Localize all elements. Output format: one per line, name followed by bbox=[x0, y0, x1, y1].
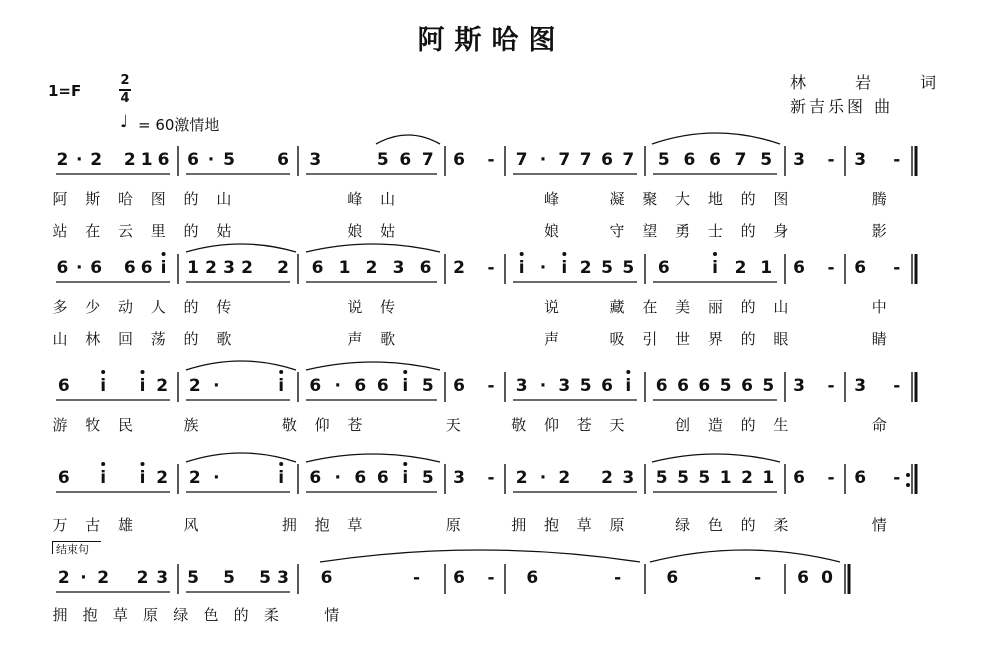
lyric-syllable: 的 bbox=[233, 606, 249, 624]
lyric-syllable: 抱 bbox=[544, 516, 560, 534]
lyric-syllable: 民 bbox=[118, 416, 134, 434]
lyric-syllable: 峰 bbox=[347, 190, 363, 208]
jianpu-note: i bbox=[402, 376, 409, 396]
lyric-syllable: 声 bbox=[347, 330, 363, 348]
jianpu-note: 6 bbox=[666, 568, 679, 588]
time-signature-top: 2 bbox=[120, 73, 130, 88]
jianpu-note: 5 bbox=[187, 568, 199, 588]
lyric-syllable: 的 bbox=[183, 190, 199, 208]
jianpu-note: 6 bbox=[453, 376, 465, 396]
lyric-syllable: 姑 bbox=[380, 222, 396, 240]
jianpu-note: - bbox=[827, 150, 835, 170]
lyric-syllable: 绿 bbox=[675, 516, 691, 534]
jianpu-note: · bbox=[76, 150, 83, 170]
lyric-syllable: 里 bbox=[150, 222, 166, 240]
jianpu-note: 6 bbox=[56, 258, 69, 278]
jianpu-note: i bbox=[625, 376, 632, 396]
lyric-syllable: 抱 bbox=[82, 606, 98, 624]
lyric-syllable: 苍 bbox=[347, 416, 363, 434]
jianpu-note: 1 bbox=[719, 468, 732, 488]
jianpu-note: i bbox=[278, 376, 285, 396]
jianpu-note: 3 bbox=[156, 568, 169, 588]
jianpu-note: 2 bbox=[277, 258, 289, 278]
lyric-syllable: 姑 bbox=[216, 222, 232, 240]
octave-dot bbox=[713, 252, 717, 256]
octave-dot bbox=[626, 370, 630, 374]
jianpu-note: - bbox=[487, 468, 495, 488]
lyric-syllable: 牧 bbox=[85, 416, 101, 434]
jianpu-note: · bbox=[207, 150, 215, 170]
jianpu-note: 6 bbox=[709, 150, 721, 170]
lyric-syllable: 吸 bbox=[609, 330, 625, 348]
jianpu-note: 6 bbox=[655, 376, 668, 396]
lyric-syllable: 的 bbox=[183, 298, 199, 316]
lyric-syllable: 色 bbox=[707, 516, 723, 534]
jianpu-note: 2 bbox=[453, 258, 465, 278]
score-title: 阿斯哈图 bbox=[417, 25, 566, 56]
lyric-syllable: 拥 bbox=[511, 516, 527, 534]
time-signature-bottom: 4 bbox=[120, 91, 130, 106]
lyric-syllable: 荡 bbox=[150, 330, 166, 348]
lyric-syllable: 少 bbox=[85, 298, 101, 316]
jianpu-note: 2 bbox=[741, 468, 753, 488]
jianpu-note: 2 bbox=[734, 258, 747, 278]
octave-dot bbox=[403, 462, 407, 466]
jianpu-note: 1 bbox=[762, 468, 775, 488]
jianpu-note: · bbox=[76, 258, 83, 278]
lyric-syllable: 腾 bbox=[871, 190, 887, 208]
jianpu-note: 6 bbox=[309, 376, 322, 396]
jianpu-note: - bbox=[827, 376, 835, 396]
lyric-syllable: 雄 bbox=[118, 516, 134, 534]
jianpu-note: 2 bbox=[515, 468, 528, 488]
jianpu-note: 5 bbox=[259, 568, 271, 588]
jianpu-note: 6 bbox=[854, 468, 867, 488]
jianpu-note: 5 bbox=[223, 150, 235, 170]
jianpu-note: 6 bbox=[683, 150, 696, 170]
lyric-syllable: 凝 bbox=[609, 190, 625, 208]
composer-credit: 新吉乐图 曲 bbox=[790, 97, 894, 116]
octave-dot bbox=[101, 370, 105, 374]
slur-arc bbox=[306, 362, 440, 370]
octave-dot bbox=[520, 252, 524, 256]
jianpu-note: 3 bbox=[854, 376, 867, 396]
lyric-syllable: 仰 bbox=[314, 416, 330, 434]
lyric-syllable: 天 bbox=[445, 416, 461, 434]
lyric-syllable: 游 bbox=[52, 416, 68, 434]
jianpu-note: i bbox=[139, 376, 146, 396]
octave-dot bbox=[101, 462, 105, 466]
jianpu-note: 1 bbox=[140, 150, 153, 170]
lyric-syllable: 山 bbox=[52, 330, 68, 348]
lyric-syllable: 丽 bbox=[707, 298, 723, 316]
lyric-syllable: 地 bbox=[707, 190, 723, 208]
jianpu-note: - bbox=[487, 258, 495, 278]
lyric-syllable: 哈 bbox=[118, 190, 134, 208]
octave-dot bbox=[562, 252, 566, 256]
jianpu-note: 6 bbox=[797, 568, 809, 588]
jianpu-note: 2 bbox=[188, 468, 201, 488]
lyric-syllable: 古 bbox=[85, 516, 101, 534]
lyric-syllable: 风 bbox=[183, 516, 199, 534]
lyric-syllable: 的 bbox=[183, 330, 199, 348]
jianpu-note: 0 bbox=[821, 568, 833, 588]
jianpu-note: 6 bbox=[354, 468, 367, 488]
jianpu-note: - bbox=[893, 376, 901, 396]
jianpu-note: 6 bbox=[376, 468, 389, 488]
lyric-syllable: 苍 bbox=[576, 416, 592, 434]
jianpu-note: · bbox=[213, 468, 220, 488]
lyric-syllable: 望 bbox=[642, 222, 658, 240]
jianpu-note: 1 bbox=[760, 258, 773, 278]
lyric-syllable: 林 bbox=[85, 330, 101, 348]
jianpu-note: · bbox=[539, 150, 547, 170]
jianpu-note: 2 bbox=[205, 258, 217, 278]
jianpu-note: 7 bbox=[558, 150, 571, 170]
jianpu-note: 5 bbox=[579, 376, 592, 396]
jianpu-note: 3 bbox=[392, 258, 405, 278]
lyric-syllable: 守 bbox=[609, 222, 625, 240]
lyric-syllable: 世 bbox=[675, 330, 691, 348]
jianpu-note: 6 bbox=[677, 376, 689, 396]
lyric-syllable: 身 bbox=[773, 222, 789, 240]
jianpu-note: i bbox=[278, 468, 285, 488]
jianpu-note: 3 bbox=[515, 376, 528, 396]
lyric-syllable: 柔 bbox=[263, 606, 279, 624]
jianpu-note: 5 bbox=[760, 150, 773, 170]
jianpu-note: i bbox=[402, 468, 409, 488]
lyric-syllable: 多 bbox=[52, 298, 68, 316]
jianpu-note: 2 bbox=[136, 568, 149, 588]
lyric-syllable: 万 bbox=[52, 516, 68, 534]
lyric-syllable: 柔 bbox=[773, 516, 789, 534]
jianpu-note: i bbox=[139, 468, 146, 488]
ending-tag: 结束句 bbox=[56, 543, 89, 556]
lyric-syllable: 绿 bbox=[173, 606, 189, 624]
jianpu-note: 7 bbox=[734, 150, 747, 170]
lyric-syllable: 拥 bbox=[281, 516, 297, 534]
jianpu-note: 2 bbox=[601, 468, 613, 488]
jianpu-note: 5 bbox=[657, 150, 670, 170]
jianpu-note: i bbox=[160, 258, 167, 278]
lyric-syllable: 士 bbox=[707, 222, 723, 240]
lyric-syllable: 图 bbox=[773, 190, 789, 208]
jianpu-note: · bbox=[539, 376, 547, 396]
lyric-syllable: 峰 bbox=[544, 190, 560, 208]
jianpu-note: - bbox=[893, 258, 901, 278]
jianpu-note: 6 bbox=[187, 150, 199, 170]
jianpu-note: 5 bbox=[421, 468, 434, 488]
key-signature: 1=F bbox=[48, 82, 82, 100]
octave-dot bbox=[141, 462, 145, 466]
lyric-syllable: 回 bbox=[118, 330, 134, 348]
slur-arc bbox=[186, 361, 296, 370]
slur-arc bbox=[652, 133, 780, 144]
lyric-syllable: 大 bbox=[675, 190, 691, 208]
jianpu-note: 6 bbox=[309, 468, 322, 488]
jianpu-note: - bbox=[487, 376, 495, 396]
jianpu-note: 2 bbox=[558, 468, 571, 488]
lyric-syllable: 睛 bbox=[871, 330, 887, 348]
octave-dot bbox=[279, 462, 283, 466]
jianpu-note: 6 bbox=[123, 258, 136, 278]
jianpu-note: 2 bbox=[579, 258, 592, 278]
jianpu-note: 3 bbox=[309, 150, 322, 170]
jianpu-note: 6 bbox=[354, 376, 367, 396]
jianpu-note: 3 bbox=[854, 150, 867, 170]
jianpu-note: - bbox=[754, 568, 762, 588]
slur-arc bbox=[376, 135, 440, 144]
jianpu-note: i bbox=[100, 376, 107, 396]
lyric-syllable: 说 bbox=[544, 298, 560, 316]
jianpu-note: 6 bbox=[157, 150, 170, 170]
jianpu-note: 5 bbox=[698, 468, 711, 488]
lyric-syllable: 在 bbox=[85, 222, 101, 240]
lyric-syllable: 山 bbox=[773, 298, 789, 316]
lyric-syllable: 敬 bbox=[281, 416, 297, 434]
jianpu-note: 3 bbox=[223, 258, 235, 278]
lyric-syllable: 的 bbox=[740, 330, 756, 348]
octave-dot bbox=[279, 370, 283, 374]
lyric-syllable: 敬 bbox=[511, 416, 527, 434]
jianpu-note: 6 bbox=[140, 258, 153, 278]
jianpu-note: · bbox=[539, 468, 547, 488]
jianpu-note: 6 bbox=[601, 376, 613, 396]
jianpu-note: 5 bbox=[601, 258, 613, 278]
jianpu-note: 6 bbox=[399, 150, 412, 170]
octave-dot bbox=[141, 370, 145, 374]
lyric-syllable: 命 bbox=[871, 416, 887, 434]
lyric-syllable: 娘 bbox=[544, 222, 560, 240]
lyric-syllable: 勇 bbox=[675, 222, 691, 240]
jianpu-note: · bbox=[539, 258, 547, 278]
jianpu-note: i bbox=[518, 258, 525, 278]
jianpu-note: 6 bbox=[741, 376, 753, 396]
jianpu-note: 6 bbox=[698, 376, 711, 396]
jianpu-note: 5 bbox=[421, 376, 434, 396]
jianpu-note: 2 bbox=[156, 468, 169, 488]
lyric-syllable: 天 bbox=[609, 416, 625, 434]
slur-arc bbox=[186, 244, 296, 252]
lyric-syllable: 创 bbox=[675, 416, 691, 434]
jianpu-note: 7 bbox=[579, 150, 592, 170]
lyric-syllable: 山 bbox=[216, 190, 232, 208]
jianpu-note: i bbox=[712, 258, 718, 278]
lyric-syllable: 站 bbox=[52, 222, 68, 240]
jianpu-note: 6 bbox=[854, 258, 867, 278]
jianpu-note: 5 bbox=[376, 150, 389, 170]
quarter-note-icon: ♩ bbox=[120, 112, 129, 132]
lyric-syllable: 眼 bbox=[773, 330, 789, 348]
jianpu-note: · bbox=[213, 376, 220, 396]
jianpu-note: i bbox=[561, 258, 568, 278]
jianpu-note: 2 bbox=[188, 376, 201, 396]
jianpu-note: 2 bbox=[156, 376, 169, 396]
lyric-syllable: 界 bbox=[707, 330, 723, 348]
jianpu-note: 7 bbox=[421, 150, 434, 170]
lyric-syllable: 情 bbox=[324, 606, 340, 624]
lyricist-credit: 林 岩 词 bbox=[790, 73, 959, 92]
slur-arc bbox=[186, 453, 296, 462]
lyric-syllable: 原 bbox=[445, 516, 461, 534]
jianpu-note: 3 bbox=[558, 376, 571, 396]
jianpu-note: 6 bbox=[419, 258, 432, 278]
jianpu-note: 2 bbox=[97, 568, 110, 588]
lyric-syllable: 抱 bbox=[314, 516, 330, 534]
lyric-syllable: 斯 bbox=[85, 190, 101, 208]
jianpu-note: 2 bbox=[123, 150, 136, 170]
jianpu-note: 2 bbox=[90, 150, 103, 170]
lyric-syllable: 在 bbox=[642, 298, 658, 316]
lyric-syllable: 云 bbox=[118, 222, 134, 240]
lyric-syllable: 色 bbox=[203, 606, 219, 624]
jianpu-note: 6 bbox=[277, 150, 289, 170]
lyric-syllable: 仰 bbox=[544, 416, 560, 434]
jianpu-note: i bbox=[100, 468, 107, 488]
slur-arc bbox=[320, 550, 640, 562]
jianpu-note: 2 bbox=[56, 150, 69, 170]
lyric-syllable: 情 bbox=[871, 516, 887, 534]
slur-arc bbox=[306, 454, 440, 462]
lyric-syllable: 的 bbox=[183, 222, 199, 240]
lyric-syllable: 族 bbox=[183, 416, 199, 434]
lyric-syllable: 生 bbox=[773, 416, 789, 434]
jianpu-note: 3 bbox=[453, 468, 465, 488]
lyric-syllable: 的 bbox=[740, 298, 756, 316]
octave-dot bbox=[403, 370, 407, 374]
jianpu-note: 6 bbox=[453, 150, 465, 170]
jianpu-note: 2 bbox=[241, 258, 253, 278]
lyric-syllable: 传 bbox=[216, 298, 232, 316]
jianpu-note: 5 bbox=[677, 468, 689, 488]
jianpu-note: 3 bbox=[793, 376, 805, 396]
jianpu-note: 3 bbox=[793, 150, 805, 170]
jianpu-note: 6 bbox=[453, 568, 465, 588]
jianpu-note: 2 bbox=[365, 258, 378, 278]
lyric-syllable: 图 bbox=[150, 190, 166, 208]
jianpu-note: 5 bbox=[655, 468, 668, 488]
jianpu-note: 5 bbox=[223, 568, 235, 588]
lyric-syllable: 的 bbox=[740, 222, 756, 240]
jianpu-note: 3 bbox=[277, 568, 289, 588]
lyric-syllable: 的 bbox=[740, 190, 756, 208]
lyric-syllable: 娘 bbox=[347, 222, 363, 240]
jianpu-note: · bbox=[334, 468, 341, 488]
lyric-syllable: 原 bbox=[143, 606, 159, 624]
octave-dot bbox=[162, 252, 166, 256]
lyric-syllable: 中 bbox=[871, 298, 887, 316]
jianpu-note: 6 bbox=[793, 468, 805, 488]
lyric-syllable: 声 bbox=[544, 330, 560, 348]
tempo-marking: = 60激情地 bbox=[138, 116, 220, 134]
lyric-syllable: 聚 bbox=[642, 190, 658, 208]
jianpu-note: 6 bbox=[526, 568, 539, 588]
jianpu-note: 6 bbox=[793, 258, 805, 278]
lyric-syllable: 歌 bbox=[216, 330, 232, 348]
lyric-syllable: 草 bbox=[576, 516, 592, 534]
lyric-syllable: 草 bbox=[347, 516, 363, 534]
lyric-syllable: 拥 bbox=[52, 606, 68, 624]
jianpu-note: 6 bbox=[320, 568, 333, 588]
jianpu-note: - bbox=[487, 150, 495, 170]
lyric-syllable: 传 bbox=[380, 298, 396, 316]
jianpu-note: - bbox=[893, 150, 901, 170]
jianpu-note: - bbox=[893, 468, 901, 488]
jianpu-note: - bbox=[827, 258, 835, 278]
lyric-syllable: 造 bbox=[707, 416, 723, 434]
jianpu-note: 5 bbox=[622, 258, 635, 278]
jianpu-note: 3 bbox=[622, 468, 635, 488]
jianpu-note: 6 bbox=[376, 376, 389, 396]
jianpu-note: 7 bbox=[515, 150, 528, 170]
slur-arc bbox=[652, 454, 780, 462]
lyric-syllable: 引 bbox=[642, 330, 658, 348]
jianpu-note: 6 bbox=[657, 258, 670, 278]
lyric-syllable: 藏 bbox=[609, 298, 625, 316]
jianpu-note: 5 bbox=[719, 376, 732, 396]
jianpu-note: 2 bbox=[57, 568, 70, 588]
jianpu-note: 6 bbox=[311, 258, 324, 278]
jianpu-note: 7 bbox=[622, 150, 635, 170]
jianpu-note: 6 bbox=[57, 468, 70, 488]
jianpu-note: - bbox=[614, 568, 622, 588]
jianpu-note: · bbox=[334, 376, 341, 396]
jianpu-note: - bbox=[487, 568, 495, 588]
lyric-syllable: 山 bbox=[380, 190, 396, 208]
lyric-syllable: 的 bbox=[740, 416, 756, 434]
jianpu-note: - bbox=[412, 568, 421, 588]
lyric-syllable: 影 bbox=[871, 222, 887, 240]
lyric-syllable: 草 bbox=[112, 606, 128, 624]
jianpu-note: 5 bbox=[762, 376, 775, 396]
lyric-syllable: 的 bbox=[740, 516, 756, 534]
lyric-syllable: 原 bbox=[609, 516, 625, 534]
lyric-syllable: 人 bbox=[150, 298, 166, 316]
lyric-syllable: 动 bbox=[118, 298, 134, 316]
jianpu-note: 6 bbox=[90, 258, 103, 278]
jianpu-note: 6 bbox=[57, 376, 70, 396]
jianpu-note: 1 bbox=[187, 258, 199, 278]
jianpu-note: 6 bbox=[601, 150, 613, 170]
jianpu-note: 1 bbox=[338, 258, 351, 278]
slur-arc bbox=[650, 550, 840, 562]
jianpu-note: - bbox=[827, 468, 835, 488]
lyric-syllable: 歌 bbox=[380, 330, 396, 348]
lyric-syllable: 阿 bbox=[52, 190, 68, 208]
lyric-syllable: 说 bbox=[347, 298, 363, 316]
lyric-syllable: 美 bbox=[675, 298, 691, 316]
jianpu-note: · bbox=[80, 568, 87, 588]
slur-arc bbox=[306, 244, 440, 252]
